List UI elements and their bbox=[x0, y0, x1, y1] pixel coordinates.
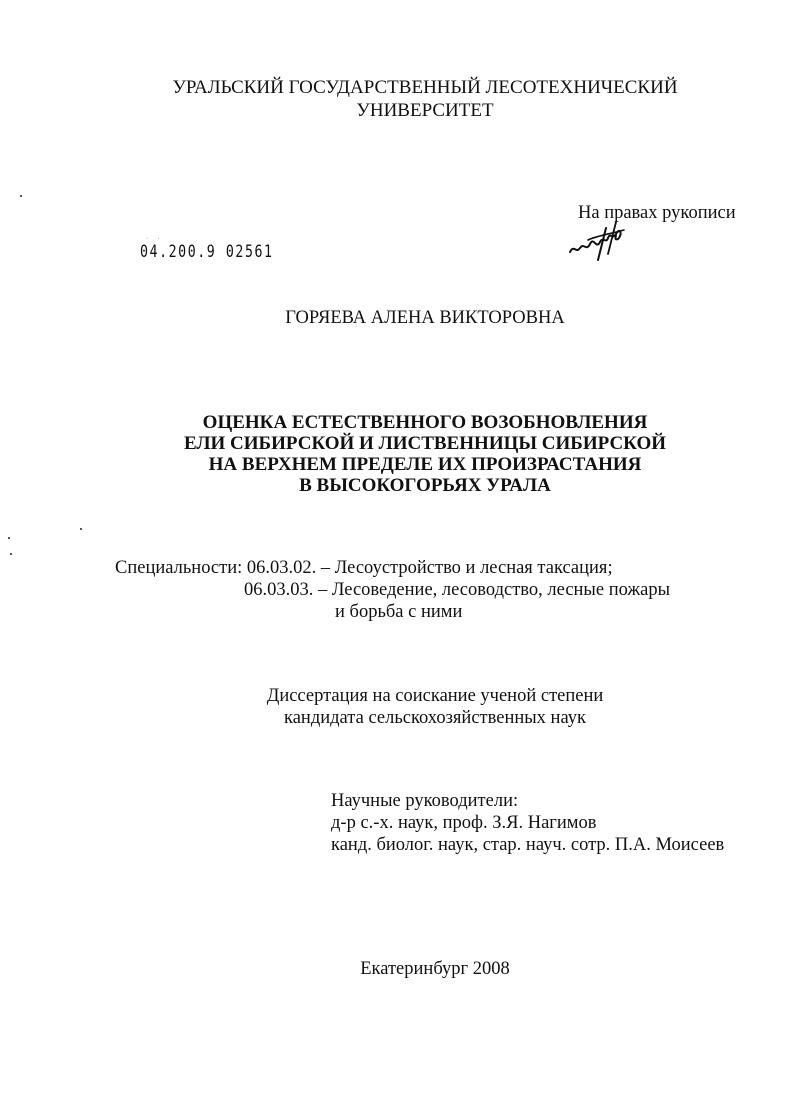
title-line-1: ОЦЕНКА ЕСТЕСТВЕННОГО ВОЗОБНОВЛЕНИЯ bbox=[202, 412, 648, 433]
specialty-text-2: – Лесоведение, лесоводство, лесные пожары bbox=[318, 580, 671, 600]
scan-speck bbox=[8, 537, 10, 539]
university-name-line-1: УРАЛЬСКИЙ ГОСУДАРСТВЕННЫЙ ЛЕСОТЕХНИЧЕСКИЙ bbox=[172, 77, 678, 98]
scan-speck bbox=[80, 528, 82, 530]
specialties-label: Специальности: bbox=[115, 558, 243, 578]
stamp-dots: · · bbox=[146, 236, 164, 242]
supervisors-block bbox=[331, 790, 724, 856]
dissertation-title bbox=[100, 412, 750, 496]
university-name-line-2: УНИВЕРСИТЕТ bbox=[356, 100, 494, 121]
degree-statement bbox=[150, 685, 720, 729]
scan-speck bbox=[20, 195, 22, 197]
city-year: Екатеринбург 2008 bbox=[360, 959, 510, 979]
supervisors-heading: Научные руководители: bbox=[331, 791, 519, 811]
university-name bbox=[100, 76, 750, 122]
supervisor-1: д-р с.-х. наук, проф. З.Я. Нагимов bbox=[331, 813, 597, 833]
specialty-line-1 bbox=[115, 557, 613, 579]
specialty-text-1: – Лесоустройство и лесная таксация; bbox=[320, 558, 613, 578]
specialty-code-1: 06.03.02. bbox=[246, 558, 317, 578]
scan-speck bbox=[10, 553, 12, 555]
specialty-line-2 bbox=[244, 579, 670, 601]
supervisor-2: канд. биолог. наук, стар. науч. сотр. П.А. Моисеев bbox=[331, 835, 725, 855]
author-name: ГОРЯЕВА АЛЕНА ВИКТОРОВНА bbox=[285, 308, 565, 328]
specialty-code-2: 06.03.03. bbox=[244, 580, 314, 600]
handwritten-signature-icon bbox=[566, 214, 636, 262]
title-line-3: НА ВЕРХНЕМ ПРЕДЕЛЕ ИХ ПРОИЗРАСТАНИЯ bbox=[208, 454, 642, 475]
manuscript-rights-note: На правах рукописи bbox=[578, 203, 736, 223]
title-line-4: В ВЫСОКОГОРЬЯХ УРАЛА bbox=[299, 475, 551, 496]
title-line-2: ЕЛИ СИБИРСКОЙ И ЛИСТВЕННИЦЫ СИБИРСКОЙ bbox=[183, 433, 667, 454]
registration-stamp: 04.200.9 02561 bbox=[140, 242, 274, 262]
specialty-continuation: и борьба с ними bbox=[335, 602, 463, 622]
degree-line-2: кандидата сельскохозяйственных наук bbox=[284, 708, 586, 728]
degree-line-1: Диссертация на соискание ученой степени bbox=[266, 686, 604, 706]
